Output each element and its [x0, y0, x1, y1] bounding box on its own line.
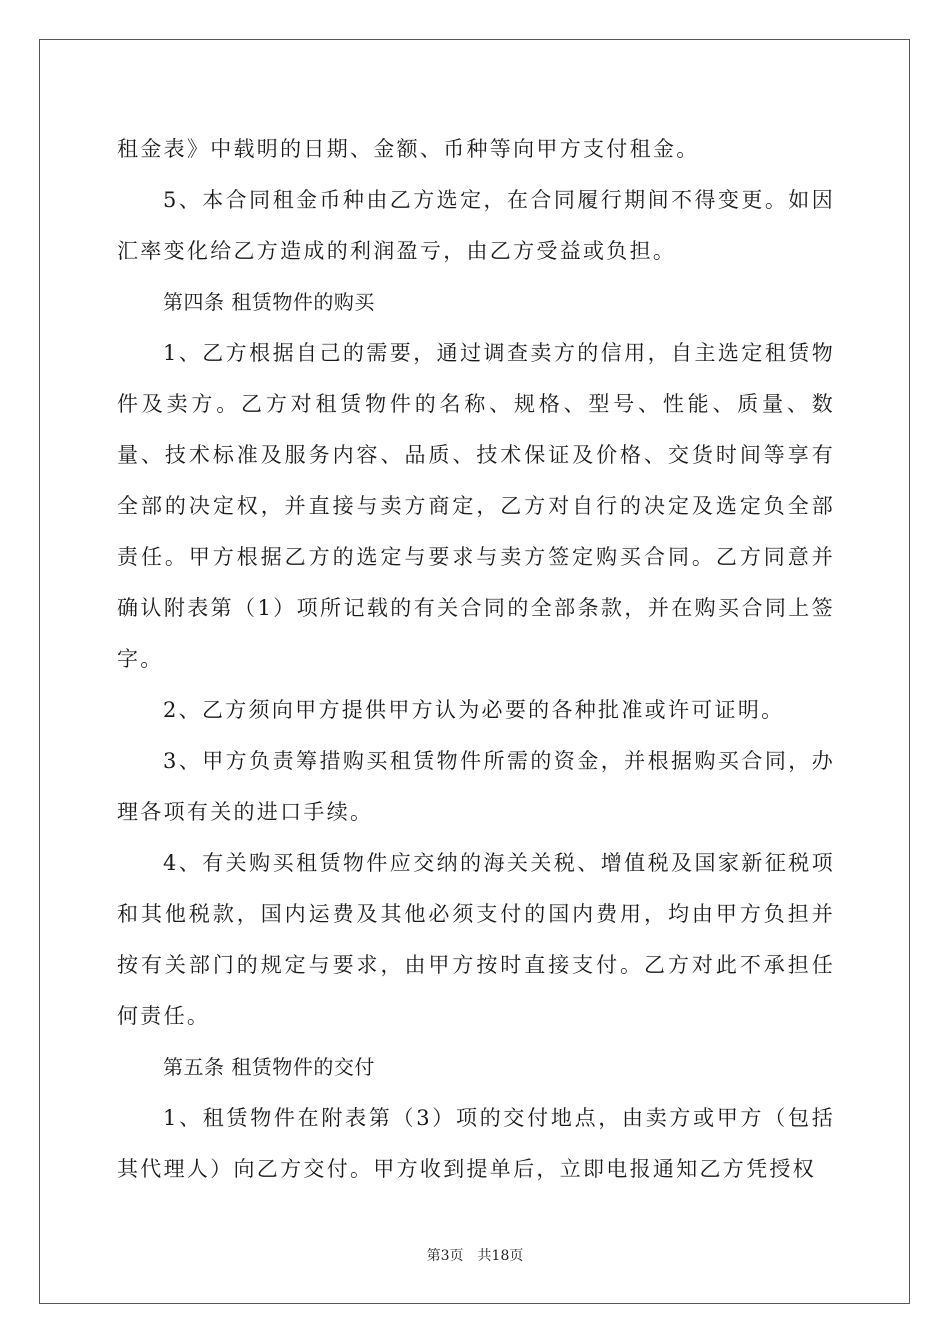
paragraph-continuation: 租金表》中载明的日期、金额、币种等向甲方支付租金。: [117, 137, 700, 161]
page-footer: [0, 1245, 950, 1265]
paragraph-clause-3-5: 5、本合同租金币种由乙方选定，在合同履行期间不得变更。如因汇率变化给乙方造成的利润盈亏，由乙方受益或负担。: [117, 188, 835, 263]
paragraph-clause-4-3: 3、甲方负责筹措购买租赁物件所需的资金，并根据购买合同，办理各项有关的进口手续。: [117, 749, 835, 824]
paragraph-clause-4-1: 1、乙方根据自己的需要，通过调查卖方的信用，自主选定租赁物件及卖方。乙方对租赁物件的名称、规格、型号、性能、质量、数量、技术标准及服务内容、品质、技术保证及价格、交货时间等享有全部的决定权，并直接与卖方商定，乙方对自行的决定及选定负全部责任。甲方根据乙方的选定与要求与卖方签定购买合同。乙方同意并确认附表第（1）项所记载的有关合同的全部条款，并在购买合同上签字。: [117, 341, 835, 671]
paragraph-clause-4-2: 2、乙方须向甲方提供甲方认为必要的各种批准或许可证明。: [163, 698, 785, 722]
paragraph-clause-4-4: 4、有关购买租赁物件应交纳的海关关税、增值税及国家新征税项和其他税款，国内运费及其他必须支付的国内费用，均由甲方负担并按有关部门的规定与要求，由甲方按时直接支付。乙方对此不承担任何责任。: [117, 851, 835, 1028]
document-body: [117, 124, 835, 1195]
section-heading-article-5: 第五条 租赁物件的交付: [163, 1055, 375, 1079]
page-number: 第3页: [426, 1248, 464, 1264]
section-heading-article-4: 第四条 租赁物件的购买: [163, 290, 375, 314]
paragraph-clause-5-1: 1、租赁物件在附表第（3）项的交付地点，由卖方或甲方（包括其代理人）向乙方交付。甲方收到提单后，立即电报通知乙方凭授权: [117, 1106, 835, 1181]
page-total: 共18页: [477, 1248, 524, 1264]
